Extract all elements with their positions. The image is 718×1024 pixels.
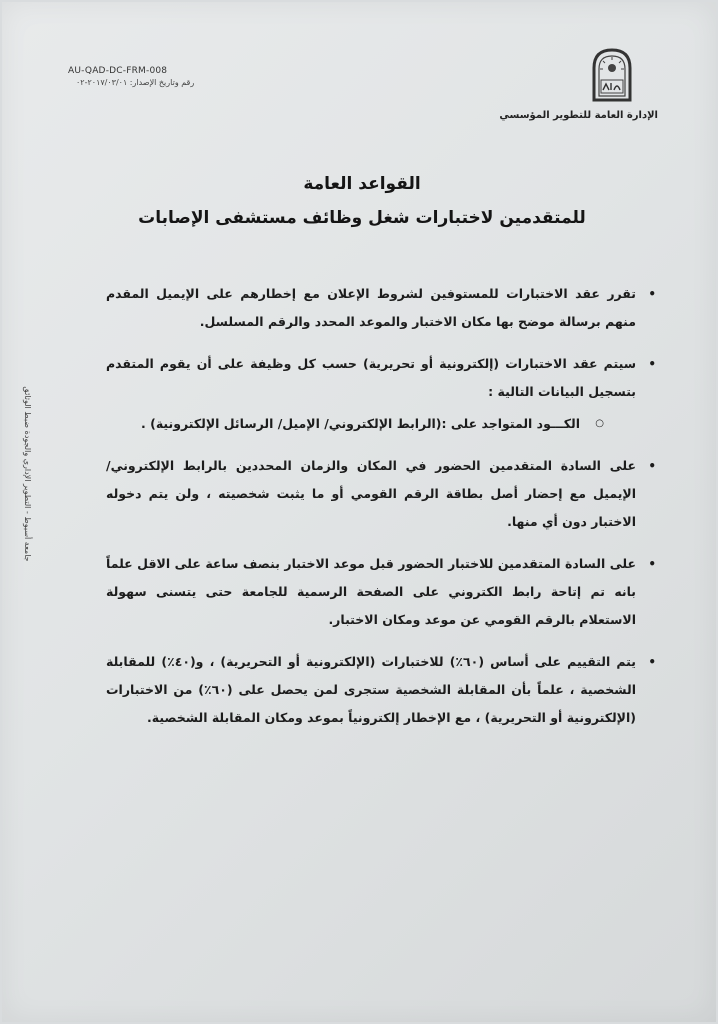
document-page — [2, 2, 716, 1022]
bullet-icon: • — [648, 459, 656, 473]
rule-item — [106, 648, 656, 732]
circle-bullet-icon: ○ — [595, 418, 604, 429]
university-logo — [588, 46, 636, 102]
sub-rule-text: الكـــود المتواجد على :(الرابط الإلكتروني/ الإميل/ الرسائل الإلكترونية) . — [141, 416, 580, 431]
rule-text: على السادة المتقدمين للاختبار الحضور قبل موعد الاختبار بنصف ساعة على الاقل علماً بانه تم إتاحة رابط الكتروني على الصفحة الرسمية للجامعة حتى يتسنى سهولة الاستعلام بالرقم القومي عن موعد ومكان الاختبار. — [106, 556, 636, 627]
bullet-icon: • — [648, 357, 656, 371]
rule-item — [106, 350, 656, 406]
rule-text: تقرر عقد الاختبارات للمستوفين لشروط الإعلان مع إخطارهم على الإيميل المقدم منهم برسالة موضح بها مكان الاختبار والموعد المحدد والرقم المسلسل. — [106, 286, 636, 329]
bullet-icon: • — [648, 557, 656, 571]
sub-rule-item — [106, 410, 652, 438]
document-subtitle: للمتقدمين لاختبارات شغل وظائف مستشفى الإصابات — [138, 208, 586, 228]
rules-list — [106, 280, 656, 746]
rule-text: يتم التقييم على أساس (٦٠٪) للاختبارات (الإلكترونية أو التحريرية) ، و(٤٠٪) للمقابلة الشخصية ، علماً بأن المقابلة الشخصية ستجرى لمن يحصل على (٦٠٪) من الاختبارات (الإلكترونية أو التحريرية) ، مع الإخطار إلكترونياً بموعد ومكان المقابلة الشخصية. — [106, 654, 637, 725]
bullet-icon: • — [648, 655, 656, 669]
side-note: جامعة أسيوط - التطوير الإداري والجودة ضبط الوثائق — [23, 386, 32, 562]
issue-date-line: رقم وتاريخ الإصدار: ٢٠١٧/٠٣/٠١-٠٢ — [76, 78, 195, 87]
bullet-icon: • — [648, 287, 656, 301]
form-code: AU-QAD-DC-FRM-008 — [68, 66, 168, 76]
department-name: الإدارة العامة للتطوير المؤسسي — [499, 110, 658, 121]
rule-text: على السادة المتقدمين الحضور في المكان والزمان المحددين بالرابط الإلكتروني/ الإيميل مع إحضار أصل بطاقة الرقم القومي أو ما يثبت شخصيته ، ولن يتم دخوله الاختبار دون أي منها. — [106, 458, 636, 529]
document-title: القواعد العامة — [303, 174, 421, 194]
rule-item — [106, 280, 656, 336]
rule-text: سيتم عقد الاختبارات (إلكترونية أو تحريرية) حسب كل وظيفة على أن يقوم المتقدم بتسجيل البيانات التالية : — [106, 356, 636, 399]
rule-item — [106, 452, 656, 536]
rule-item — [106, 550, 656, 634]
